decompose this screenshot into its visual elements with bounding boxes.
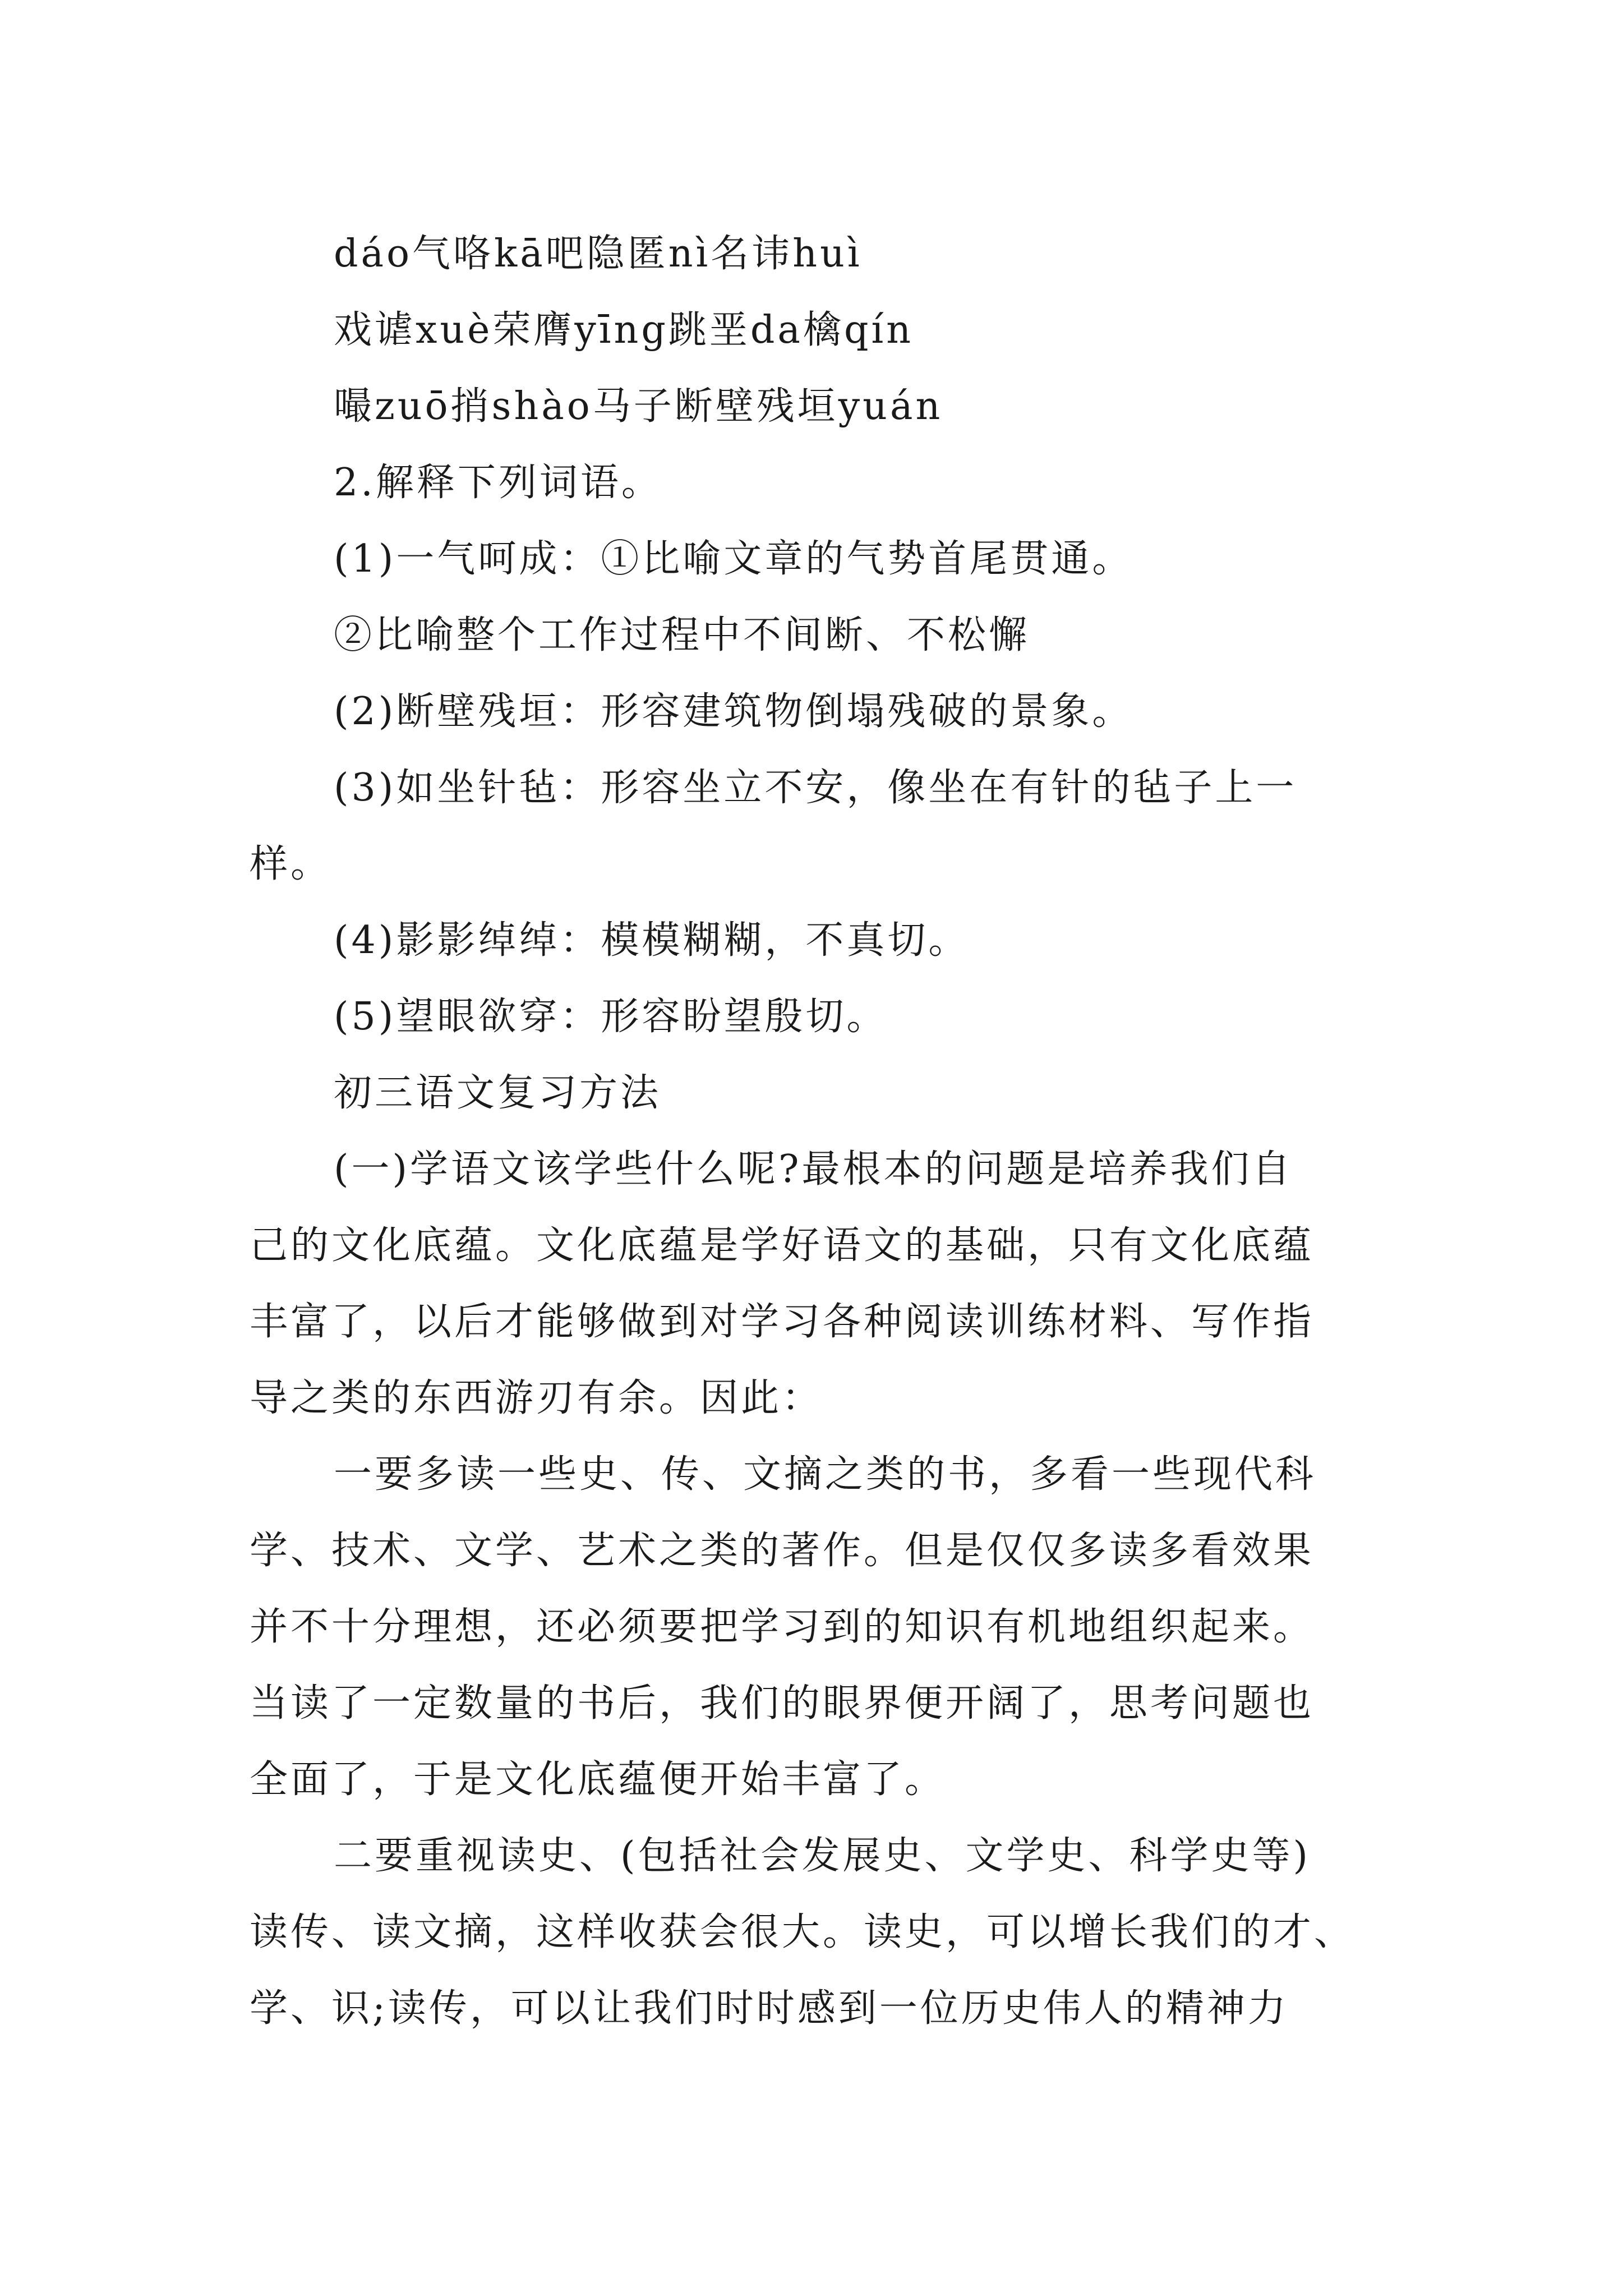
paragraph-2-line-1: 一要多读一些史、传、文摘之类的书，多看一些现代科 <box>334 1452 1317 1497</box>
definition-1b: ②比喻整个工作过程中不间断、不松懈 <box>334 613 1030 657</box>
section-heading-methods: 初三语文复习方法 <box>334 1071 662 1115</box>
paragraph-1-line-4: 导之类的东西游刃有余。因此： <box>250 1376 823 1420</box>
paragraph-3-line-3: 学、识;读传，可以让我们时时感到一位历史伟人的精神力 <box>250 1986 1289 2031</box>
paragraph-2-line-4: 当读了一定数量的书后，我们的眼界便开阔了，思考问题也 <box>250 1681 1315 1726</box>
definition-4: (4)影影绰绰：模模糊糊，不真切。 <box>334 918 970 963</box>
pinyin-line-3: 嘬zuō捎shào马子断壁残垣yuán <box>334 384 943 429</box>
definition-2: (2)断壁残垣：形容建筑物倒塌残破的景象。 <box>334 689 1133 734</box>
paragraph-1-line-2: 己的文化底蕴。文化底蕴是学好语文的基础，只有文化底蕴 <box>250 1223 1315 1268</box>
paragraph-2-line-2: 学、技术、文学、艺术之类的著作。但是仅仅多读多看效果 <box>250 1529 1315 1573</box>
document-body <box>250 216 1382 2047</box>
pinyin-line-1: dáo气咯kā吧隐匿nì名讳huì <box>334 232 863 276</box>
section-heading-explain: 2.解释下列词语。 <box>334 461 662 505</box>
paragraph-3-line-1: 二要重视读史、(包括社会发展史、文学史、科学史等) <box>334 1834 1311 1878</box>
paragraph-2-line-3: 并不十分理想，还必须要把学习到的知识有机地组织起来。 <box>250 1605 1315 1649</box>
pinyin-line-2: 戏谑xuè荣膺yīng跳垩da檎qín <box>334 308 914 352</box>
paragraph-1-line-3: 丰富了，以后才能够做到对学习各种阅读训练材料、写作指 <box>250 1300 1315 1344</box>
paragraph-3-line-2: 读传、读文摘，这样收获会很大。读史，可以增长我们的才、 <box>250 1910 1355 1954</box>
definition-3-cont: 样。 <box>250 842 332 886</box>
paragraph-1-line-1: (一)学语文该学些什么呢?最根本的问题是培养我们自 <box>334 1147 1293 1191</box>
definition-3: (3)如坐针毡：形容坐立不安，像坐在有针的毡子上一 <box>334 766 1297 810</box>
paragraph-2-line-5: 全面了，于是文化底蕴便开始丰富了。 <box>250 1757 946 1802</box>
definition-5: (5)望眼欲穿：形容盼望殷切。 <box>334 995 888 1039</box>
definition-1a: (1)一气呵成：①比喻文章的气势首尾贯通。 <box>334 537 1133 581</box>
